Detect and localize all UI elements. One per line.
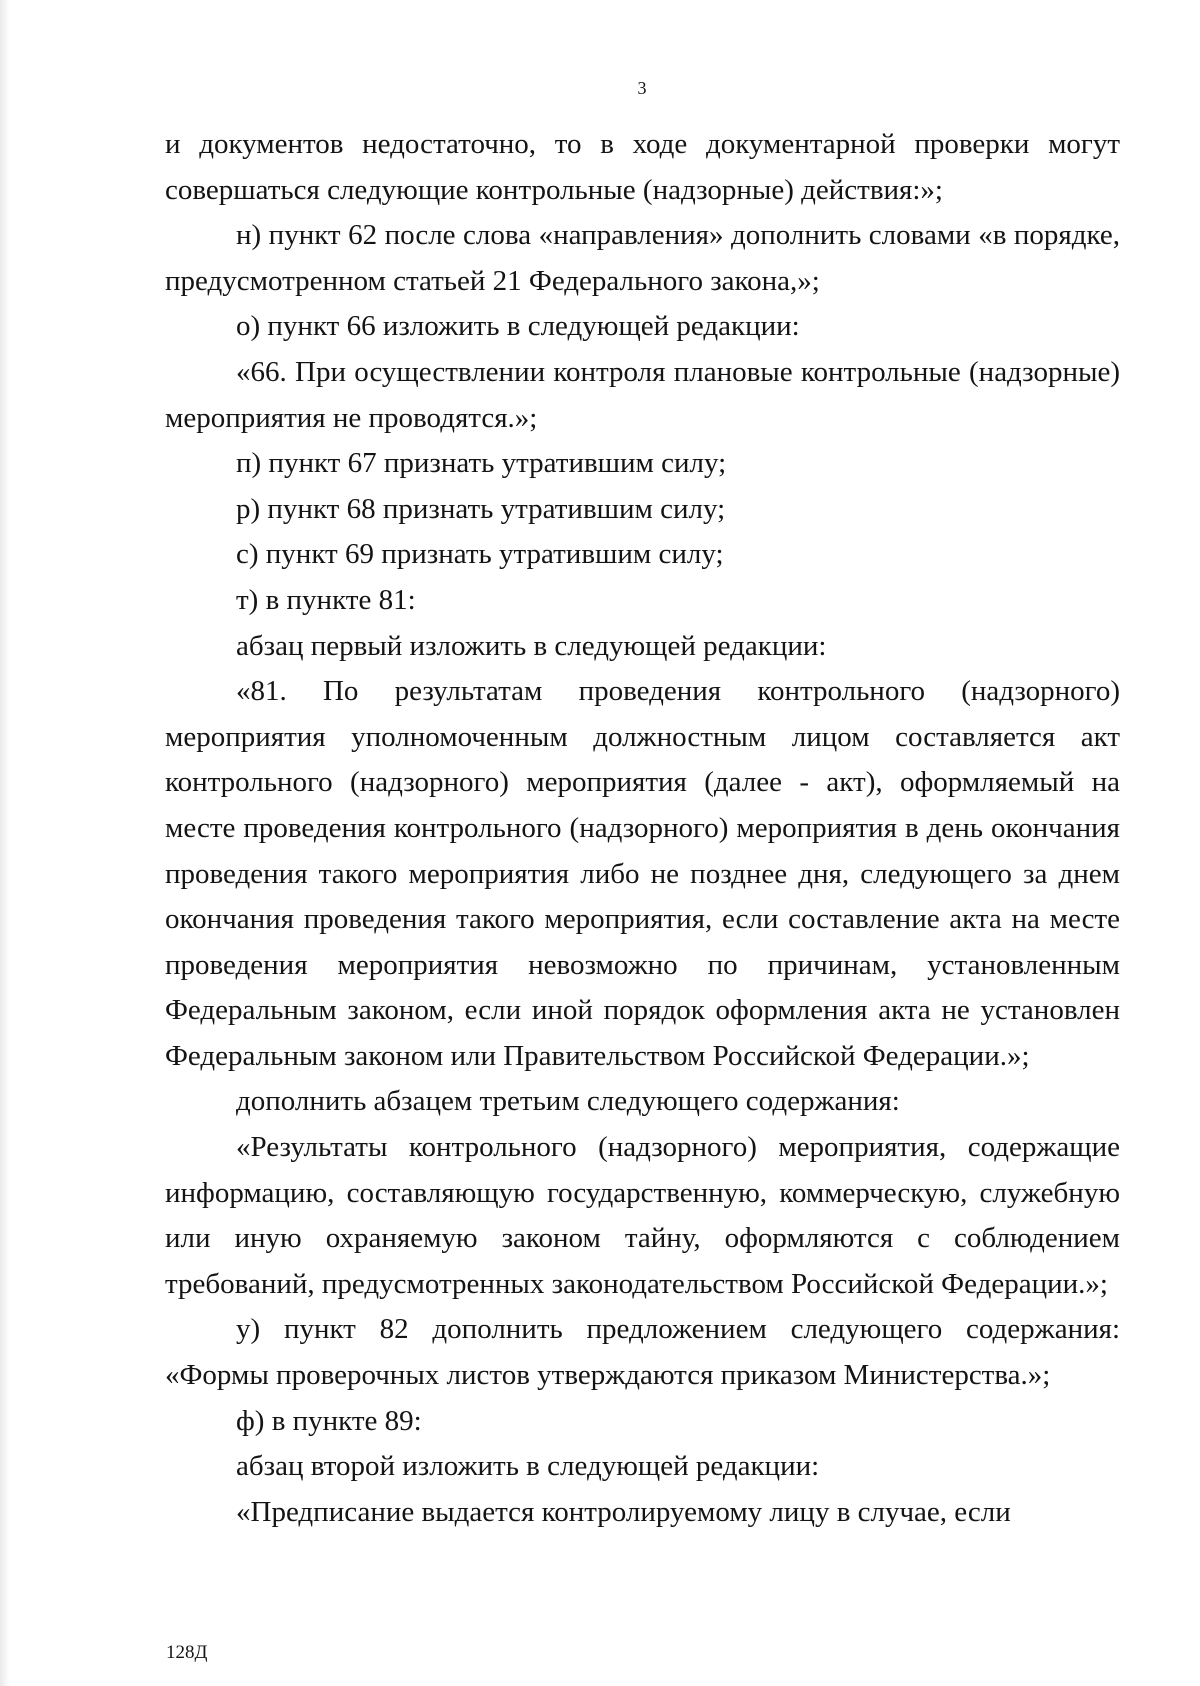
document-body <box>165 122 1120 1535</box>
paragraph-item-o: о) пункт 66 изложить в следующей редакции: <box>236 310 800 343</box>
paragraph-quote-prescription: «Предписание выдается контролируемому лицу в случае, если <box>236 1495 1011 1528</box>
paragraph-item-p: п) пункт 67 признать утратившим силу; <box>236 447 727 480</box>
paragraph-item-t: т) в пункте 81: <box>236 583 416 616</box>
paragraph-item-s: с) пункт 69 признать утратившим силу; <box>236 538 724 571</box>
paragraph-quote-81: «81. По результатам проведения контрольного (надзорного) мероприятия уполномоченным должностным лицом составляется акт контрольного (надзорного) мероприятия (далее - акт), оформляемый на месте проведения контрольного (надзорного) мероприятия в день окончания проведения такого мероприятия либо не позднее дня, следующего за днем окончания проведения такого мероприятия, если составление акта на месте проведения мероприятия невозможно по причинам, установленным Федеральным законом, если иной порядок оформления акта не установлен Федеральным законом или Правительством Российской Федерации.»; <box>165 675 1120 1072</box>
paragraph-continuation: и документов недостаточно, то в ходе документарной проверки могут совершаться следующие контрольные (надзорные) действия:»; <box>165 128 1120 206</box>
paragraph-item-r: р) пункт 68 признать утратившим силу; <box>236 492 726 525</box>
page-number: 3 <box>637 78 647 98</box>
paragraph-second-abzac: абзац второй изложить в следующей редакции: <box>236 1450 820 1483</box>
paragraph-add-third-abzac: дополнить абзацем третьим следующего содержания: <box>236 1085 900 1118</box>
paragraph-first-abzac: абзац первый изложить в следующей редакции: <box>236 629 827 662</box>
paragraph-item-u: у) пункт 82 дополнить предложением следующего содержания: «Формы проверочных листов утверждаются приказом Министерства.»; <box>165 1313 1120 1392</box>
scan-edge <box>0 0 10 1686</box>
footer-document-code: 128Д <box>166 1642 208 1663</box>
paragraph-quote-66: «66. При осуществлении контроля плановые контрольные (надзорные) мероприятия не проводятся.»; <box>165 355 1120 434</box>
paragraph-item-f: ф) в пункте 89: <box>236 1404 422 1437</box>
paragraph-item-n: н) пункт 62 после слова «направления» дополнить словами «в порядке, предусмотренном статьей 21 Федерального закона,»; <box>165 219 1120 297</box>
paragraph-quote-results: «Результаты контрольного (надзорного) мероприятия, содержащие информацию, составляющую государственную, коммерческую, служебную или иную охраняемую законом тайну, оформляются с соблюдением требований, предусмотренных законодательством Российской Федерации.»; <box>165 1131 1120 1300</box>
